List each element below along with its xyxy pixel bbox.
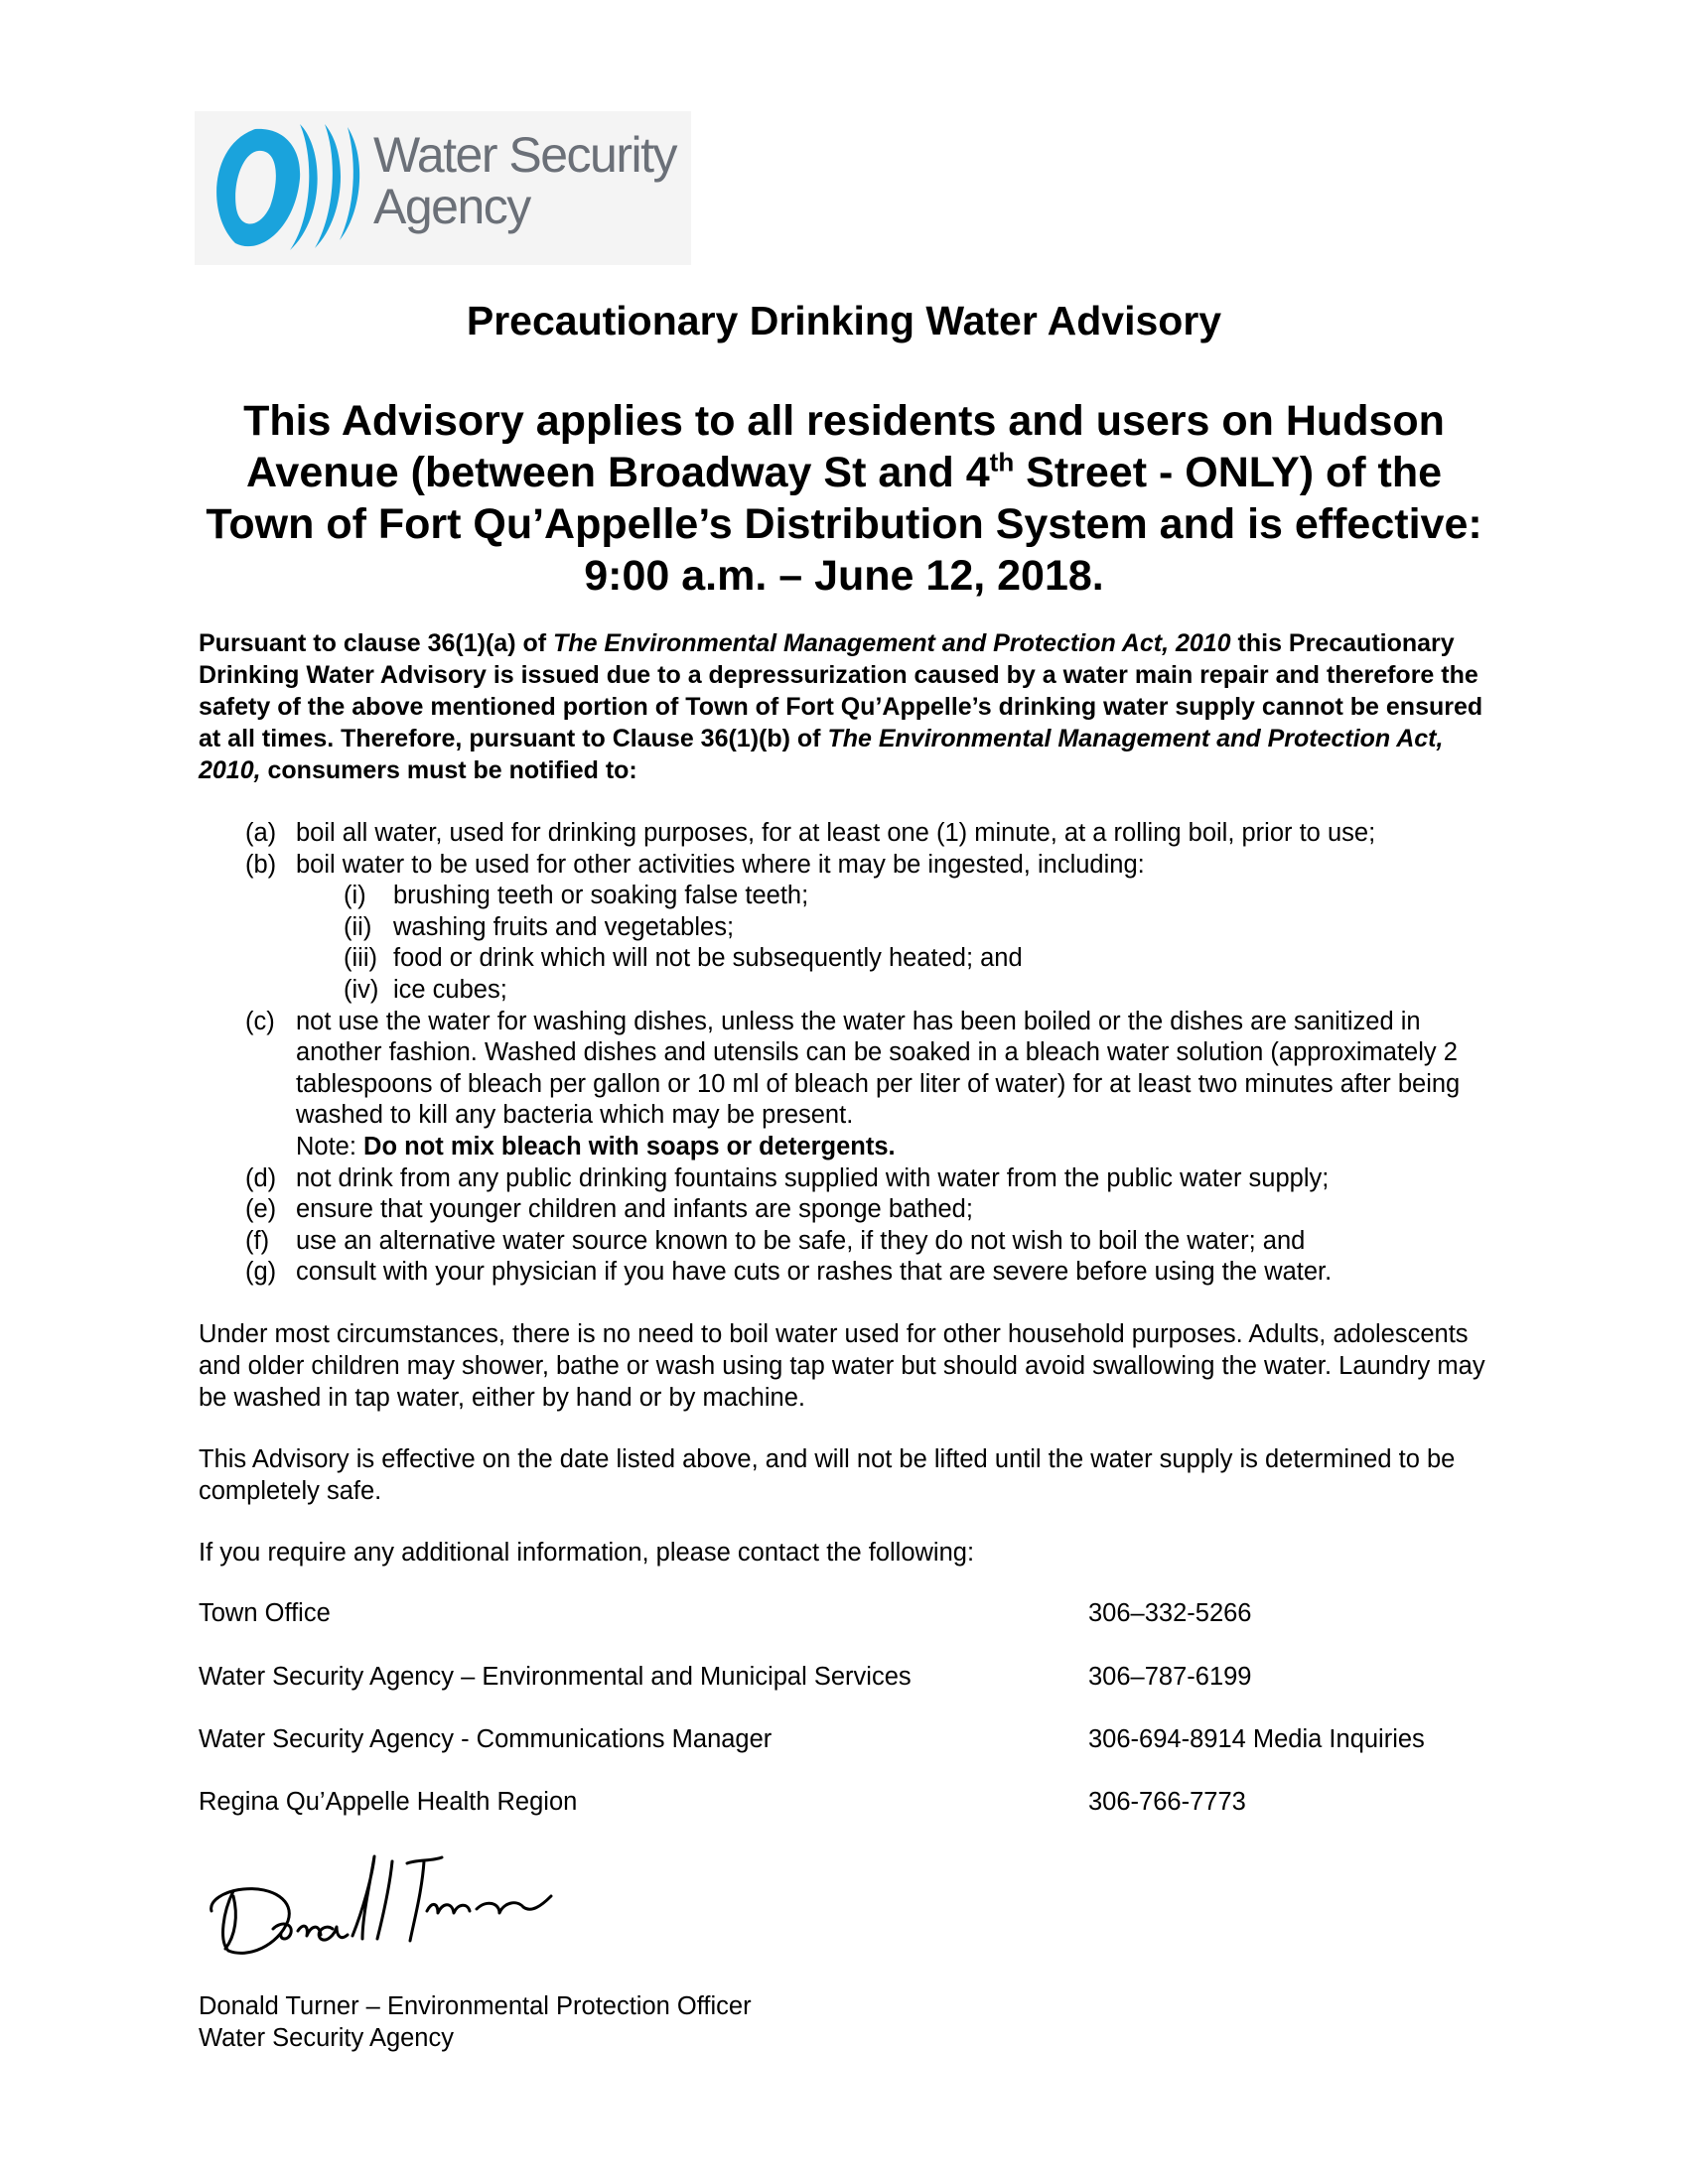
- contact-name: Water Security Agency – Environmental and Municipal Services: [199, 1663, 912, 1691]
- intro-paragraph: [199, 627, 1509, 786]
- contact-intro-paragraph: If you require any additional information, please contact the following:: [199, 1539, 975, 1567]
- sub-item-ii: [199, 912, 1509, 944]
- list-item-g: [199, 1257, 1509, 1289]
- intro-text-2: this Precautionary Drinking Water Advisory is issued due to a depressurization caused by a water main repair and therefore the safety of the above mentioned portion of Town of Fort Qu’Appelle’s drinking water supply cannot be ensured at all times. Therefore, pursuant to Clause 36(1)(b) of: [199, 629, 1483, 752]
- list-text: not drink from any public drinking fountains supplied with water from the public water supply;: [296, 1163, 1330, 1192]
- household-use-paragraph: Under most circumstances, there is no need to boil water used for other household purposes. Adults, adolescents and older children may shower, bathe or wash using tap water but should avoid swallowing the water. Laundry may be washed in tap water, either by hand or by machine.: [199, 1320, 1485, 1412]
- list-marker: (b): [245, 850, 277, 879]
- list-text: not use the water for washing dishes, unless the water has been boiled or the dishes are sanitized in another fashion. Washed dishes and utensils can be soaked in a bleach water solution (approximately 2 tablespoons of bleach per gallon or 10 ml of bleach per liter of water) for at least two minutes after being washed to kill any bacteria which may be present.: [296, 1007, 1461, 1130]
- note-warning: Do not mix bleach with soaps or detergents.: [363, 1132, 896, 1160]
- sub-text: ice cubes;: [393, 975, 507, 1004]
- sub-marker: (iv): [344, 975, 379, 1004]
- sub-item-iv: [199, 975, 1509, 1007]
- advisory-scope: [199, 395, 1489, 602]
- list-marker: (g): [245, 1258, 277, 1287]
- list-item-b: [199, 850, 1509, 882]
- sub-text: food or drink which will not be subsequently heated; and: [393, 944, 1023, 973]
- effective-paragraph: This Advisory is effective on the date listed above, and will not be lifted until the water supply is determined to be completely safe.: [199, 1445, 1456, 1505]
- act-name-2: The Environmental Management and Protection Act, 2010,: [199, 725, 1444, 784]
- handwritten-signature: [204, 1851, 561, 1961]
- list-item-e: [199, 1194, 1509, 1226]
- contact-name: Town Office: [199, 1599, 331, 1627]
- page-title: Precautionary Drinking Water Advisory: [466, 298, 1222, 343]
- logo-wordmark: [373, 129, 676, 232]
- instructions-list: [199, 818, 1509, 1289]
- list-item-c: [199, 1007, 1509, 1163]
- list-item-d: [199, 1163, 1509, 1195]
- logo-line-2: Agency: [373, 179, 530, 234]
- act-name-1: The Environmental Management and Protection Act, 2010: [553, 629, 1231, 657]
- advisory-scope-part-1: This Advisory applies to all residents and users on Hudson Avenue (between Broadway St and 4: [243, 397, 1445, 496]
- sub-marker: (iii): [344, 944, 377, 973]
- note-label: Note:: [296, 1132, 364, 1160]
- ordinal-suffix: th: [989, 447, 1015, 478]
- list-text: boil water to be used for other activities where it may be ingested, including:: [296, 850, 1145, 879]
- sub-item-i: [199, 881, 1509, 912]
- list-text-block: [296, 1007, 1509, 1163]
- contact-name: Regina Qu’Appelle Health Region: [199, 1788, 578, 1816]
- signer-block: [199, 1990, 752, 2054]
- list-text: ensure that younger children and infants are sponge bathed;: [296, 1195, 973, 1224]
- contact-phone: 306-766-7773: [1088, 1788, 1246, 1816]
- sub-marker: (ii): [344, 912, 372, 941]
- sub-text: washing fruits and vegetables;: [393, 912, 735, 941]
- list-marker: (c): [245, 1007, 275, 1035]
- contact-phone: 306-694-8914 Media Inquiries: [1088, 1725, 1425, 1753]
- list-text: boil all water, used for drinking purposes, for at least one (1) minute, at a rolling boil, prior to use;: [296, 819, 1376, 847]
- contact-name: Water Security Agency - Communications Manager: [199, 1725, 773, 1753]
- advisory-scope-part-2: Street - ONLY) of the Town of Fort Qu’Appelle’s Distribution System and is effective: 9:00 a.m. – June 12, 2018.: [206, 449, 1482, 600]
- contact-phone: 306–332-5266: [1088, 1599, 1252, 1627]
- list-text: consult with your physician if you have cuts or rashes that are severe before using the water.: [296, 1258, 1333, 1287]
- intro-text-3: consumers must be notified to:: [260, 756, 637, 784]
- list-item-a: [199, 818, 1509, 850]
- list-marker: (a): [245, 819, 277, 847]
- list-item-f: [199, 1226, 1509, 1258]
- sub-text: brushing teeth or soaking false teeth;: [393, 882, 809, 910]
- signer-name-title: Donald Turner – Environmental Protection Officer: [199, 1992, 752, 2020]
- logo-line-1: Water Security: [373, 127, 677, 183]
- sub-marker: (i): [344, 882, 366, 910]
- water-security-agency-mark-icon: [201, 119, 369, 258]
- list-text: use an alternative water source known to be safe, if they do not wish to boil the water; and: [296, 1226, 1306, 1255]
- contact-phone: 306–787-6199: [1088, 1663, 1252, 1691]
- sub-item-iii: [199, 943, 1509, 975]
- list-marker: (d): [245, 1163, 277, 1192]
- intro-text-1: Pursuant to clause 36(1)(a) of: [199, 629, 554, 657]
- signer-organization: Water Security Agency: [199, 2024, 454, 2052]
- agency-logo: [195, 111, 691, 265]
- list-marker: (f): [245, 1226, 270, 1255]
- list-marker: (e): [245, 1195, 277, 1224]
